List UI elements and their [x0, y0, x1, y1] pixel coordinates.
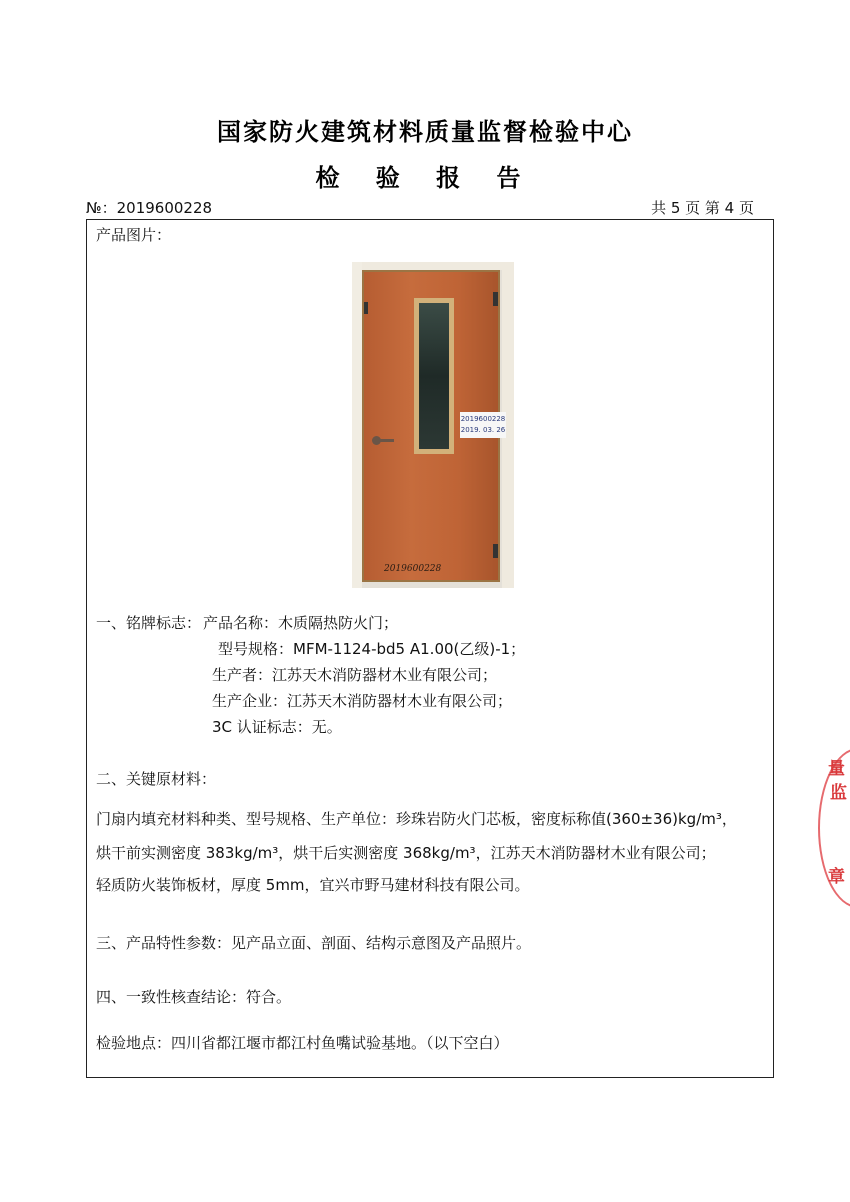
nameplate-line: 生产者：江苏天木消防器材木业有限公司； [212, 666, 498, 684]
nameplate-line: 型号规格：MFM-1124-bd5 A1.00(乙级)-1； [218, 640, 526, 658]
sample-tag [460, 412, 506, 438]
materials-line: 烘干前实测密度 383kg/m³，烘干后实测密度 368kg/m³，江苏天木消防器材木业有限公司； [96, 844, 716, 862]
stamp-char: 监 [830, 783, 847, 803]
report-title: 检 验 报 告 [315, 164, 535, 192]
conclusion-line: 四、一致性核查结论：符合。 [96, 988, 292, 1006]
sample-tag-number: 2019600228 [460, 415, 506, 423]
location-line: 检验地点：四川省都江堰市都江村鱼嘴试验基地。（以下空白） [96, 1034, 509, 1052]
product-photo [352, 262, 514, 588]
nameplate-line: 产品名称：木质隔热防火门； [203, 614, 399, 632]
report-number: №：2019600228 [86, 199, 213, 217]
door-image [362, 270, 506, 582]
photo-label: 产品图片： [96, 226, 172, 244]
materials-label: 二、关键原材料： [96, 770, 217, 788]
org-title: 国家防火建筑材料质量监督检验中心 [217, 118, 633, 146]
nameplate-line: 3C 认证标志：无。 [212, 718, 342, 736]
stamp-char: 量 [828, 759, 845, 779]
materials-line: 轻质防火装饰板材，厚度 5mm，宜兴市野马建材科技有限公司。 [96, 876, 530, 894]
door-handwritten-mark: 2019600228 [384, 564, 442, 574]
nameplate-line: 生产企业：江苏天木消防器材木业有限公司； [212, 692, 513, 710]
inspection-stamp [822, 748, 850, 908]
materials-line: 门扇内填充材料种类、型号规格、生产单位：珍珠岩防火门芯板，密度标称值(360±36)kg/m³， [96, 810, 737, 828]
nameplate-label: 一、铭牌标志： [96, 614, 202, 632]
door-window [414, 298, 454, 454]
params-line: 三、产品特性参数：见产品立面、剖面、结构示意图及产品照片。 [96, 934, 532, 952]
page-info: 共 5 页 第 4 页 [651, 199, 754, 217]
sample-tag-date: 2019. 03. 26 [460, 426, 506, 434]
stamp-char: 章 [828, 867, 845, 887]
